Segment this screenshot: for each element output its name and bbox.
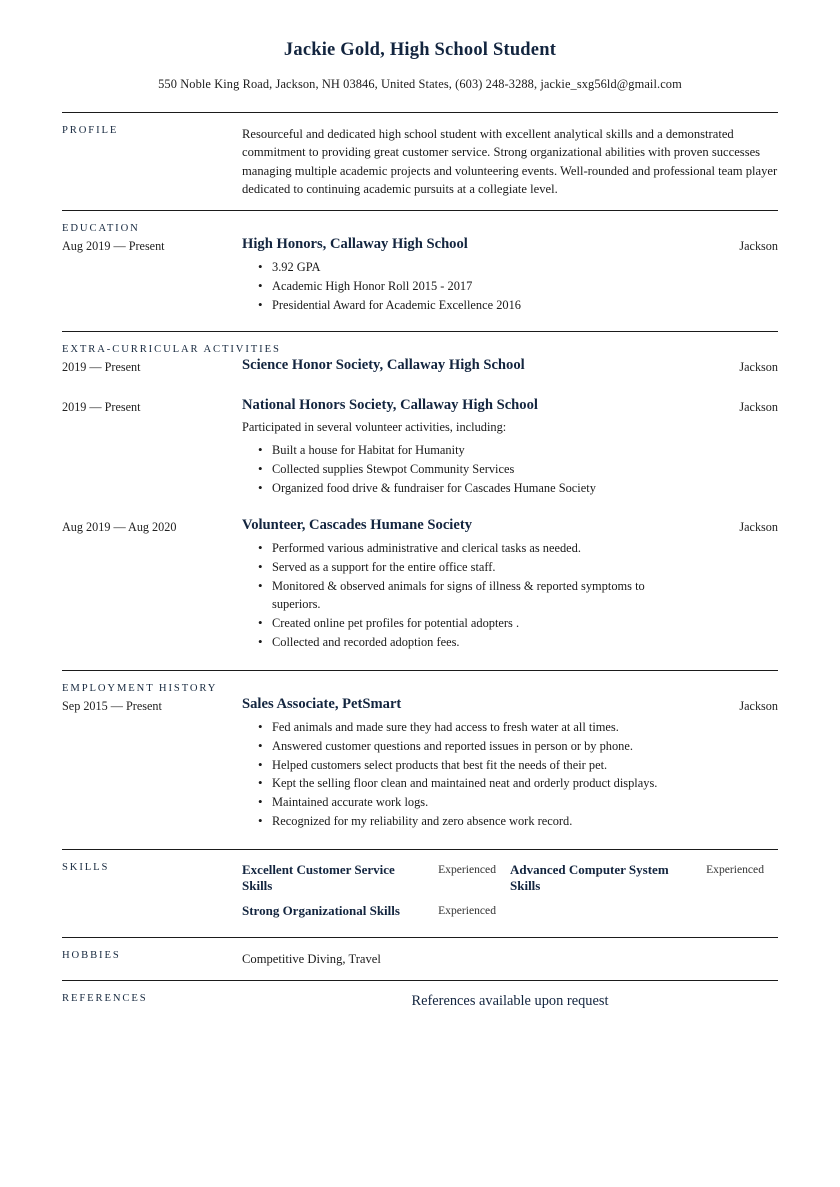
entry-main — [242, 356, 694, 379]
entry-location: Jackson — [739, 359, 778, 374]
skill-name: Excellent Customer Service Skills — [242, 862, 395, 894]
list-item: • Created online pet profiles for potential adopters . — [242, 614, 686, 633]
entry-title: Sales Associate, PetSmart — [242, 695, 402, 712]
entry-title: High Honors, Callaway High School — [242, 236, 468, 252]
entry-description: Participated in several volunteer activities, including: — [242, 420, 507, 435]
list-item: • Collected and recorded adoption fees. — [242, 633, 686, 652]
entry — [62, 516, 778, 654]
entry-main — [242, 235, 694, 315]
entry-date: Sep 2015 — Present — [62, 698, 162, 713]
entry-location: Jackson — [739, 698, 778, 713]
hobbies-text: Competitive Diving, Travel — [242, 951, 381, 966]
section-title: EDUCATION — [62, 223, 140, 234]
education-entries — [62, 235, 778, 331]
section-hobbies — [62, 938, 778, 980]
list-item: • Collected supplies Stewpot Community Services — [242, 460, 686, 479]
entry-date: 2019 — Present — [62, 400, 141, 415]
section-employment — [62, 671, 778, 849]
list-item: • Answered customer questions and reported issues in person or by phone. — [242, 737, 686, 756]
entry-location: Jackson — [739, 400, 778, 415]
extracurricular-entries — [62, 356, 778, 670]
section-references — [62, 981, 778, 1024]
list-item: • Built a house for Habitat for Humanity — [242, 441, 686, 460]
list-item: • 3.92 GPA — [242, 258, 686, 277]
resume-header — [62, 34, 778, 92]
profile-text: Resourceful and dedicated high school student with excellent analytical skills and a demonstrated commitment to providing great customer service. Strong organizational abilities with proven successes managing multiple academic projects and volunteering events. Well-rounded and professional team player dedicated to continuing academic pursuits at a collegiate level. — [242, 127, 778, 196]
section-title: SKILLS — [62, 862, 110, 874]
section-skills — [62, 850, 778, 937]
section-body-hobbies — [242, 938, 778, 980]
page-title: Jackie Gold, High School Student — [283, 40, 557, 60]
section-label-education — [62, 211, 242, 234]
employment-entries — [62, 695, 778, 849]
list-item: • Fed animals and made sure they had access to fresh water at all times. — [242, 718, 686, 737]
list-item: • Recognized for my reliability and zero absence work record. — [242, 812, 686, 831]
list-item: • Served as a support for the entire office staff. — [242, 558, 686, 577]
section-body-references — [242, 981, 778, 1024]
section-profile — [62, 113, 778, 210]
list-item: • Helped customers select products that best fit the needs of their pet. — [242, 756, 686, 775]
list-item: • Performed various administrative and clerical tasks as needed. — [242, 539, 686, 558]
references-text: References available upon request — [411, 993, 609, 1010]
list-item: • Kept the selling floor clean and maintained neat and orderly product displays. — [242, 774, 686, 793]
section-body-profile — [242, 113, 778, 210]
entry — [62, 356, 778, 381]
skills-list — [242, 850, 778, 937]
entry-title: National Honors Society, Callaway High School — [242, 397, 538, 414]
skill-name: Advanced Computer System Skills — [510, 862, 669, 894]
skill-level: Experienced — [706, 863, 764, 877]
entry-title: Volunteer, Cascades Humane Society — [242, 516, 472, 533]
skill-level: Experienced — [438, 903, 496, 917]
list-item: • Presidential Award for Academic Excellence 2016 — [242, 296, 686, 315]
section-title: EXTRA-CURRICULAR ACTIVITIES — [62, 343, 281, 355]
entry-date: 2019 — Present — [62, 359, 141, 374]
skill-name: Strong Organizational Skills — [242, 902, 400, 918]
list-item: • Monitored & observed animals for signs of illness & reported symptoms to superiors. — [242, 577, 686, 615]
section-label-profile — [62, 113, 242, 136]
section-title: HOBBIES — [62, 949, 121, 961]
entry-date: Aug 2019 — Aug 2020 — [62, 519, 177, 534]
entry-main — [242, 516, 694, 652]
entry-date: Aug 2019 — Present — [62, 239, 165, 253]
entry-bullets — [242, 539, 686, 652]
section-label-extracurricular — [62, 332, 281, 355]
entry-bullets — [242, 441, 686, 498]
section-title: EMPLOYMENT HISTORY — [62, 682, 218, 694]
section-label-references — [62, 981, 242, 1004]
contact-line: 550 Noble King Road, Jackson, NH 03846, United States, (603) 248-3288, jackie_sxg56ld@gmail.com — [158, 77, 682, 91]
entry — [62, 695, 778, 833]
entry-main — [242, 695, 694, 831]
entry-location: Jackson — [739, 519, 778, 534]
section-title: PROFILE — [62, 125, 119, 136]
list-item: • Organized food drive & fundraiser for Cascades Humane Society — [242, 479, 686, 498]
section-education — [62, 211, 778, 331]
list-item: • Maintained accurate work logs. — [242, 793, 686, 812]
entry-bullets — [242, 718, 686, 831]
entry-bullets — [242, 258, 686, 315]
section-title: REFERENCES — [62, 993, 148, 1005]
section-extracurricular — [62, 332, 778, 670]
entry-location: Jackson — [739, 239, 778, 253]
skill-item — [510, 862, 778, 903]
entry-main — [242, 396, 694, 497]
section-label-hobbies — [62, 938, 242, 961]
skill-item — [242, 903, 510, 927]
skill-item — [242, 862, 510, 903]
section-label-skills — [62, 850, 242, 873]
section-label-employment — [62, 671, 242, 694]
entry-title: Science Honor Society, Callaway High School — [242, 356, 525, 373]
section-body-skills — [242, 850, 778, 937]
skill-level: Experienced — [438, 863, 496, 877]
list-item: • Academic High Honor Roll 2015 - 2017 — [242, 277, 686, 296]
entry — [62, 235, 778, 317]
entry — [62, 396, 778, 499]
